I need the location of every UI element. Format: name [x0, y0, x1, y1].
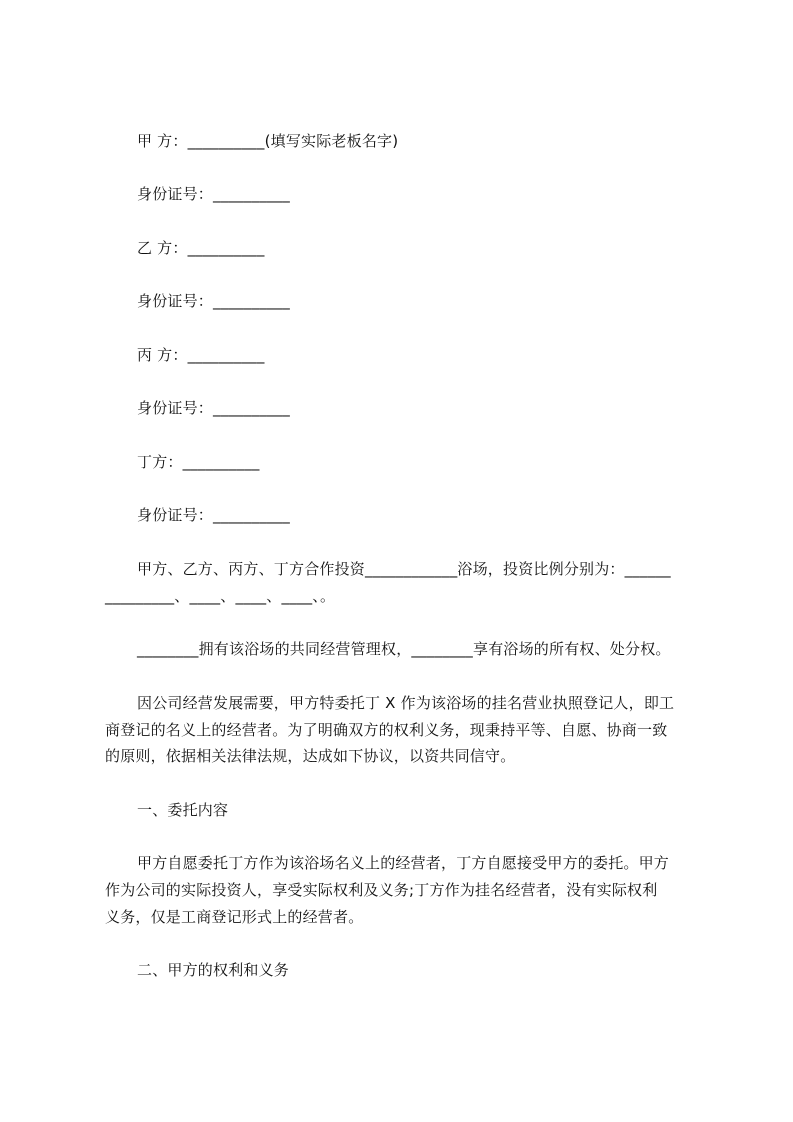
- party-b-id-line: 身份证号：__________: [137, 292, 291, 310]
- purpose-line-1: 因公司经营发展需要，甲方特委托丁 X 作为该浴场的挂名营业执照登记人，即工: [137, 694, 675, 712]
- investment-line-2: _________、____、____、____、。: [105, 587, 336, 605]
- party-c-id-line: 身份证号：__________: [137, 399, 291, 417]
- party-d-id-line: 身份证号：__________: [137, 506, 291, 524]
- purpose-line-3: 的原则，依据相关法律法规，达成如下协议，以资共同信守。: [105, 747, 516, 765]
- party-a-id-line: 身份证号：__________: [137, 185, 291, 203]
- section-1-line-3: 义务，仅是工商登记形式上的经营者。: [105, 908, 364, 926]
- party-a-line: 甲 方：__________(填写实际老板名字): [137, 132, 399, 150]
- section-1-line-1: 甲方自愿委托丁方作为该浴场名义上的经营者，丁方自愿接受甲方的委托。甲方: [137, 854, 670, 872]
- party-c-line: 丙 方：__________: [137, 346, 265, 364]
- management-rights-line: ________拥有该浴场的共同经营管理权，________享有浴场的所有权、处分权。: [137, 640, 671, 658]
- section-1-heading: 一、委托内容: [137, 801, 229, 819]
- party-b-line: 乙 方：__________: [137, 239, 265, 257]
- investment-line-1: 甲方、乙方、丙方、丁方合作投资____________浴场，投资比例分别为：______: [137, 560, 671, 578]
- section-2-heading: 二、甲方的权利和义务: [137, 961, 290, 979]
- party-d-line: 丁方：__________: [137, 453, 260, 471]
- section-1-line-2: 作为公司的实际投资人，享受实际权利及义务;丁方作为挂名经营者，没有实际权利: [105, 881, 658, 899]
- purpose-line-2: 商登记的名义上的经营者。为了明确双方的权利义务，现秉持平等、自愿、协商一致: [105, 721, 668, 739]
